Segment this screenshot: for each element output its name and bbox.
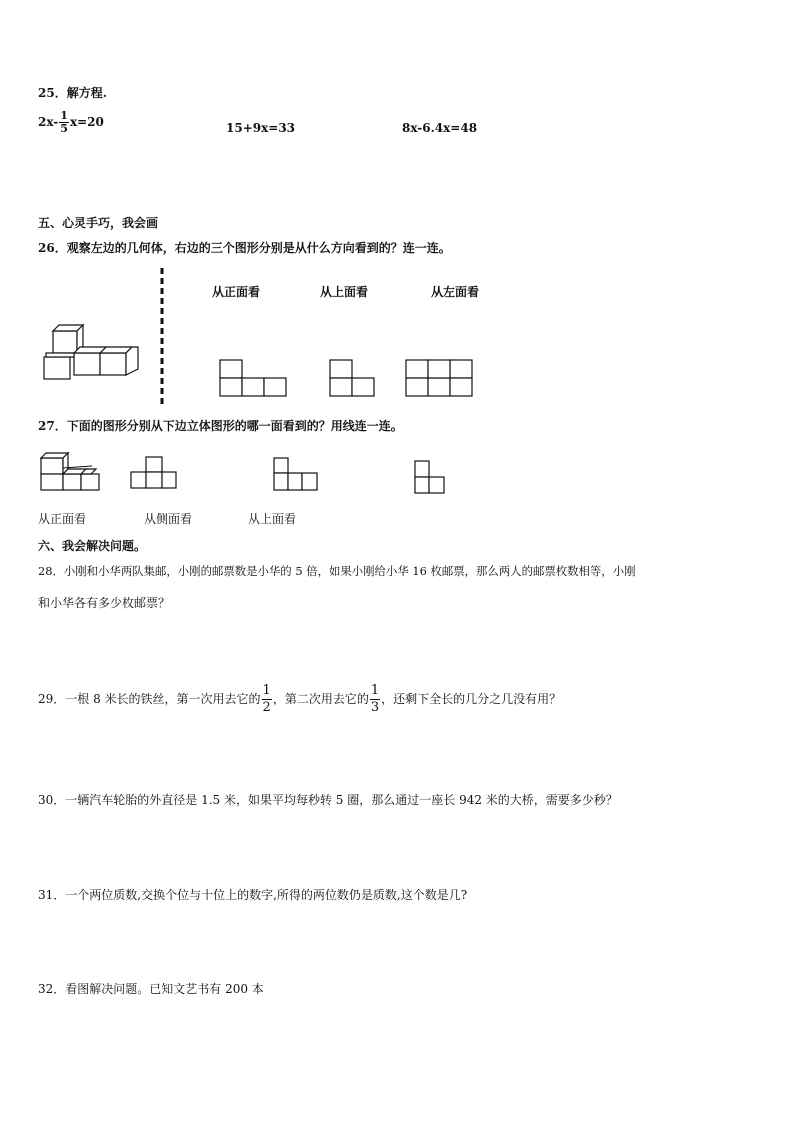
q29-part-3: ，还剩下全长的几分之几没有用？ bbox=[381, 692, 562, 706]
q26-label-front: 从正面看 bbox=[212, 285, 261, 299]
q26-text: 26．观察左边的几何体，右边的三个图形分别是从什么方向看到的？连一连。 bbox=[38, 241, 451, 255]
eq1-numerator: 1 bbox=[60, 109, 68, 122]
q29-fraction-2 bbox=[370, 683, 380, 716]
q28-line-1: 28．小刚和小华两队集邮，小刚的邮票数是小华的 5 倍，如果小刚给小华 16 枚邮票，那么两人的邮票枚数相等，小刚 bbox=[38, 564, 636, 578]
q26-view-figure-3 bbox=[406, 360, 472, 396]
q31-text: 31．一个两位质数,交换个位与十位上的数字,所得的两位数仍是质数,这个数是几? bbox=[38, 888, 468, 902]
q26-label-top: 从上面看 bbox=[320, 285, 369, 299]
q27-text: 27．下面的图形分别从下边立体图形的哪一面看到的？用线连一连。 bbox=[38, 419, 403, 433]
q27-view-figure-2 bbox=[274, 458, 317, 490]
q25-label: 25．解方程. bbox=[38, 86, 107, 100]
eq1-prefix: 2x- bbox=[38, 115, 59, 129]
q26-label-left: 从左面看 bbox=[431, 285, 480, 299]
q29-fraction-1-den: 2 bbox=[262, 700, 271, 715]
q27-view-figure-3 bbox=[415, 461, 444, 493]
section5-title: 五、心灵手巧，我会画 bbox=[38, 216, 159, 230]
q29-fraction-2-den: 3 bbox=[370, 700, 380, 715]
eq1-denominator: 5 bbox=[60, 122, 68, 135]
q26-view-figure-1 bbox=[220, 360, 286, 396]
q29-part-2: ，第二次用去它的 bbox=[272, 692, 369, 706]
q29-fraction-2-num: 1 bbox=[370, 683, 380, 698]
q27-label-top: 从上面看 bbox=[248, 512, 297, 526]
q27-label-front: 从正面看 bbox=[38, 512, 87, 526]
q25-equation-2: 15+9x=33 bbox=[226, 121, 296, 135]
q32-text: 32．看图解决问题。已知文艺书有 200 本 bbox=[38, 982, 264, 996]
q30-text: 30．一辆汽车轮胎的外直径是 1.5 米，如果平均每秒转 5 圈，那么通过一座长 942 米的大桥，需要多少秒？ bbox=[38, 793, 618, 807]
eq1-suffix: x=20 bbox=[69, 115, 104, 129]
q29-fraction-1 bbox=[262, 683, 272, 716]
q26-view-figure-2 bbox=[330, 360, 374, 396]
q28-line-2: 和小华各有多少枚邮票？ bbox=[38, 596, 171, 610]
q29-text bbox=[38, 683, 561, 716]
q29-fraction-1-num: 1 bbox=[262, 683, 271, 698]
q26-solid-figure bbox=[44, 325, 138, 379]
q27-label-side: 从侧面看 bbox=[144, 512, 193, 526]
q29-part-1: 29．一根 8 米长的铁丝，第一次用去它的 bbox=[38, 692, 261, 706]
q27-view-figure-1 bbox=[131, 457, 176, 488]
q25-equation-3: 8x-6.4x=48 bbox=[402, 121, 478, 135]
q27-solid-figure bbox=[41, 453, 99, 490]
section6-title: 六、我会解决问题。 bbox=[38, 539, 147, 553]
